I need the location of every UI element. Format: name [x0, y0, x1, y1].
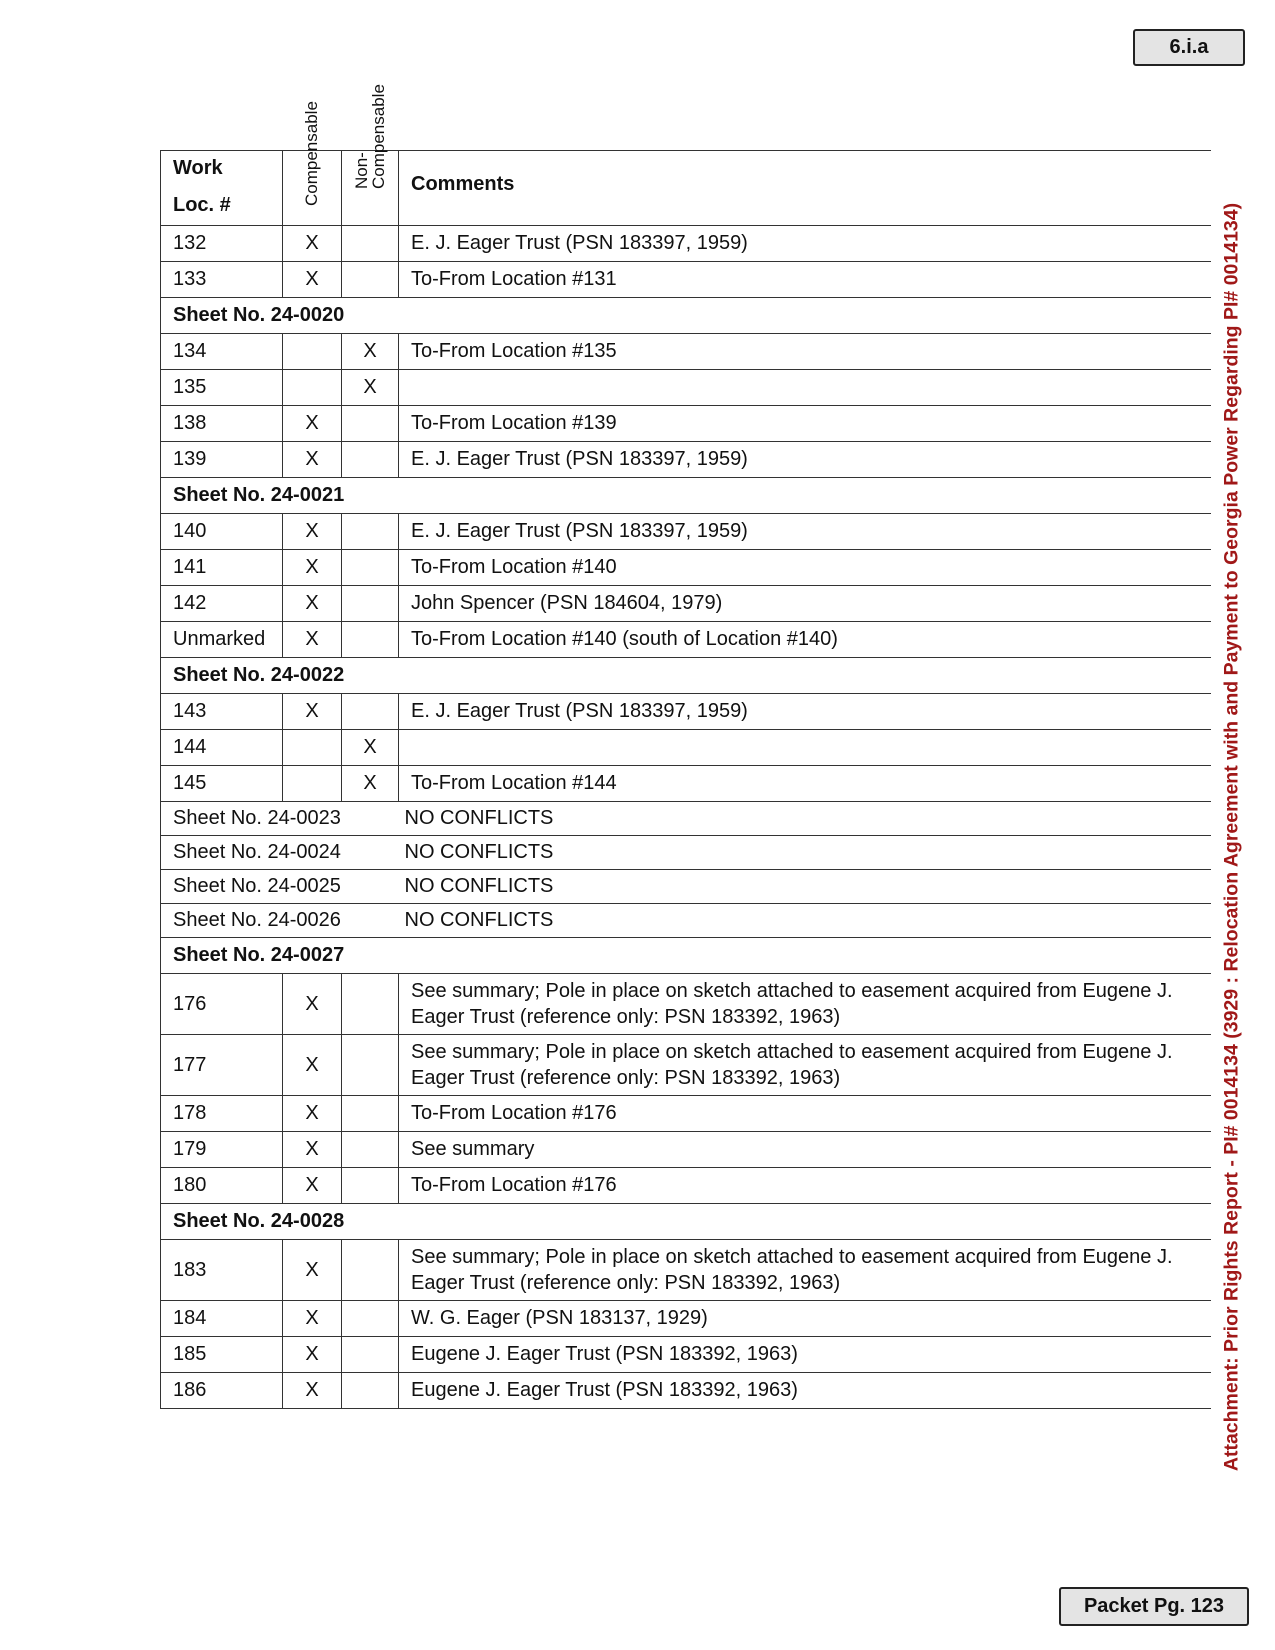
attachment-side-note: Attachment: Prior Rights Report - PI# 0014134 (3929 : Relocation Agreement with and Payment to Georgia Power Regarding PI# 0014134) [1220, 202, 1243, 1472]
cell-non-compensable [342, 1240, 399, 1301]
cell-comment: E. J. Eager Trust (PSN 183397, 1959) [399, 514, 1211, 550]
no-conflicts-status: NO CONFLICTS [399, 802, 1211, 836]
table-row [161, 1035, 1211, 1096]
table-row [161, 766, 1211, 802]
cell-compensable: X [283, 1035, 342, 1096]
header-non-line2: Compensable [369, 84, 388, 189]
sheet-label: Sheet No. 24-0020 [161, 298, 1211, 334]
cell-non-compensable [342, 1337, 399, 1373]
cell-compensable: X [283, 514, 342, 550]
cell-work-loc: Unmarked [161, 622, 283, 658]
cell-comment: To-From Location #140 [399, 550, 1211, 586]
cell-compensable: X [283, 1132, 342, 1168]
table-row [161, 730, 1211, 766]
cell-non-compensable [342, 1096, 399, 1132]
header-compensable [283, 101, 342, 226]
table-row [161, 550, 1211, 586]
cell-work-loc: 134 [161, 334, 283, 370]
table-row [161, 1096, 1211, 1132]
cell-comment: To-From Location #139 [399, 406, 1211, 442]
cell-work-loc: 138 [161, 406, 283, 442]
cell-compensable: X [283, 1301, 342, 1337]
cell-non-compensable [342, 442, 399, 478]
cell-work-loc: 176 [161, 974, 283, 1035]
cell-work-loc: 141 [161, 550, 283, 586]
sheet-label: Sheet No. 24-0027 [161, 938, 1211, 974]
cell-non-compensable [342, 1168, 399, 1204]
cell-comment: See summary; Pole in place on sketch attached to easement acquired from Eugene J. Eager Trust (reference only: PSN 183392, 1963) [399, 974, 1211, 1035]
cell-comment: John Spencer (PSN 184604, 1979) [399, 586, 1211, 622]
no-conflicts-row [161, 904, 1211, 938]
cell-comment [399, 730, 1211, 766]
no-conflicts-row [161, 802, 1211, 836]
cell-non-compensable: X [342, 370, 399, 406]
table-row [161, 694, 1211, 730]
no-conflicts-status: NO CONFLICTS [399, 904, 1211, 938]
cell-work-loc: 144 [161, 730, 283, 766]
cell-non-compensable [342, 1301, 399, 1337]
table-row [161, 442, 1211, 478]
table-row [161, 1240, 1211, 1301]
no-conflicts-row [161, 836, 1211, 870]
table-row [161, 974, 1211, 1035]
cell-compensable: X [283, 226, 342, 262]
cell-non-compensable [342, 586, 399, 622]
cell-comment: See summary; Pole in place on sketch attached to easement acquired from Eugene J. Eager Trust (reference only: PSN 183392, 1963) [399, 1240, 1211, 1301]
cell-non-compensable [342, 1373, 399, 1409]
cell-non-compensable: X [342, 766, 399, 802]
table-row [161, 334, 1211, 370]
cell-comment: W. G. Eager (PSN 183137, 1929) [399, 1301, 1211, 1337]
cell-work-loc: 185 [161, 1337, 283, 1373]
cell-non-compensable [342, 974, 399, 1035]
cell-comment: To-From Location #176 [399, 1096, 1211, 1132]
cell-comment: E. J. Eager Trust (PSN 183397, 1959) [399, 442, 1211, 478]
sheet-row [161, 298, 1211, 334]
sheet-row [161, 1204, 1211, 1240]
sheet-label: Sheet No. 24-0028 [161, 1204, 1211, 1240]
cell-non-compensable [342, 694, 399, 730]
cell-non-compensable [342, 622, 399, 658]
cell-work-loc: 180 [161, 1168, 283, 1204]
cell-comment: See summary; Pole in place on sketch attached to easement acquired from Eugene J. Eager Trust (reference only: PSN 183392, 1963) [399, 1035, 1211, 1096]
header-non-compensable [342, 84, 399, 226]
header-compensable-label: Compensable [302, 101, 321, 206]
header-work-label: Work [173, 157, 223, 179]
cell-comment: Eugene J. Eager Trust (PSN 183392, 1963) [399, 1337, 1211, 1373]
header-non-compensable-label [353, 84, 387, 189]
cell-work-loc: 143 [161, 694, 283, 730]
cell-work-loc: 179 [161, 1132, 283, 1168]
cell-compensable [283, 334, 342, 370]
cell-comment: To-From Location #144 [399, 766, 1211, 802]
cell-compensable: X [283, 622, 342, 658]
cell-work-loc: 183 [161, 1240, 283, 1301]
cell-comment: Eugene J. Eager Trust (PSN 183392, 1963) [399, 1373, 1211, 1409]
header-work-loc [161, 151, 283, 226]
cell-work-loc: 135 [161, 370, 283, 406]
table-row [161, 406, 1211, 442]
cell-comment: E. J. Eager Trust (PSN 183397, 1959) [399, 226, 1211, 262]
no-conflicts-row [161, 870, 1211, 904]
table-row [161, 1373, 1211, 1409]
table-row [161, 370, 1211, 406]
table-row [161, 1301, 1211, 1337]
cell-comment: See summary [399, 1132, 1211, 1168]
sheet-label: Sheet No. 24-0026 [161, 904, 399, 938]
header-non-line1: Non- [352, 152, 371, 189]
cell-comment: E. J. Eager Trust (PSN 183397, 1959) [399, 694, 1211, 730]
cell-work-loc: 145 [161, 766, 283, 802]
header-comments: Comments [399, 151, 1211, 226]
sheet-label: Sheet No. 24-0025 [161, 870, 399, 904]
cell-work-loc: 139 [161, 442, 283, 478]
cell-compensable: X [283, 694, 342, 730]
cell-compensable: X [283, 974, 342, 1035]
cell-compensable: X [283, 442, 342, 478]
cell-compensable: X [283, 406, 342, 442]
cell-non-compensable [342, 1132, 399, 1168]
cell-non-compensable [342, 262, 399, 298]
section-tag: 6.i.a [1133, 29, 1245, 66]
cell-work-loc: 140 [161, 514, 283, 550]
cell-work-loc: 186 [161, 1373, 283, 1409]
no-conflicts-status: NO CONFLICTS [399, 836, 1211, 870]
cell-compensable: X [283, 1096, 342, 1132]
cell-compensable: X [283, 262, 342, 298]
cell-compensable [283, 766, 342, 802]
cell-compensable: X [283, 550, 342, 586]
table-row [161, 226, 1211, 262]
cell-comment [399, 370, 1211, 406]
sheet-label: Sheet No. 24-0022 [161, 658, 1211, 694]
table-row [161, 1168, 1211, 1204]
cell-compensable: X [283, 1373, 342, 1409]
cell-compensable: X [283, 1168, 342, 1204]
sheet-label: Sheet No. 24-0023 [161, 802, 399, 836]
no-conflicts-status: NO CONFLICTS [399, 870, 1211, 904]
cell-comment: To-From Location #176 [399, 1168, 1211, 1204]
cell-compensable [283, 370, 342, 406]
cell-non-compensable [342, 550, 399, 586]
cell-non-compensable [342, 406, 399, 442]
cell-work-loc: 178 [161, 1096, 283, 1132]
cell-work-loc: 133 [161, 262, 283, 298]
cell-compensable: X [283, 586, 342, 622]
prior-rights-table [160, 84, 1211, 1409]
table-row [161, 586, 1211, 622]
table-row [161, 622, 1211, 658]
cell-comment: To-From Location #131 [399, 262, 1211, 298]
sheet-label: Sheet No. 24-0024 [161, 836, 399, 870]
sheet-row [161, 478, 1211, 514]
sheet-row [161, 938, 1211, 974]
table-header-row [161, 151, 1211, 226]
cell-compensable: X [283, 1240, 342, 1301]
sheet-row [161, 658, 1211, 694]
cell-work-loc: 132 [161, 226, 283, 262]
header-loc-label: Loc. # [173, 194, 231, 216]
table-row [161, 1132, 1211, 1168]
cell-work-loc: 177 [161, 1035, 283, 1096]
cell-non-compensable [342, 514, 399, 550]
cell-work-loc: 184 [161, 1301, 283, 1337]
table-row [161, 1337, 1211, 1373]
cell-non-compensable [342, 1035, 399, 1096]
cell-compensable [283, 730, 342, 766]
cell-work-loc: 142 [161, 586, 283, 622]
sheet-label: Sheet No. 24-0021 [161, 478, 1211, 514]
cell-non-compensable: X [342, 334, 399, 370]
cell-comment: To-From Location #140 (south of Location #140) [399, 622, 1211, 658]
cell-non-compensable: X [342, 730, 399, 766]
table-body [161, 226, 1211, 1409]
table-row [161, 262, 1211, 298]
cell-comment: To-From Location #135 [399, 334, 1211, 370]
table-row [161, 514, 1211, 550]
cell-compensable: X [283, 1337, 342, 1373]
packet-page-number: Packet Pg. 123 [1059, 1587, 1249, 1626]
cell-non-compensable [342, 226, 399, 262]
